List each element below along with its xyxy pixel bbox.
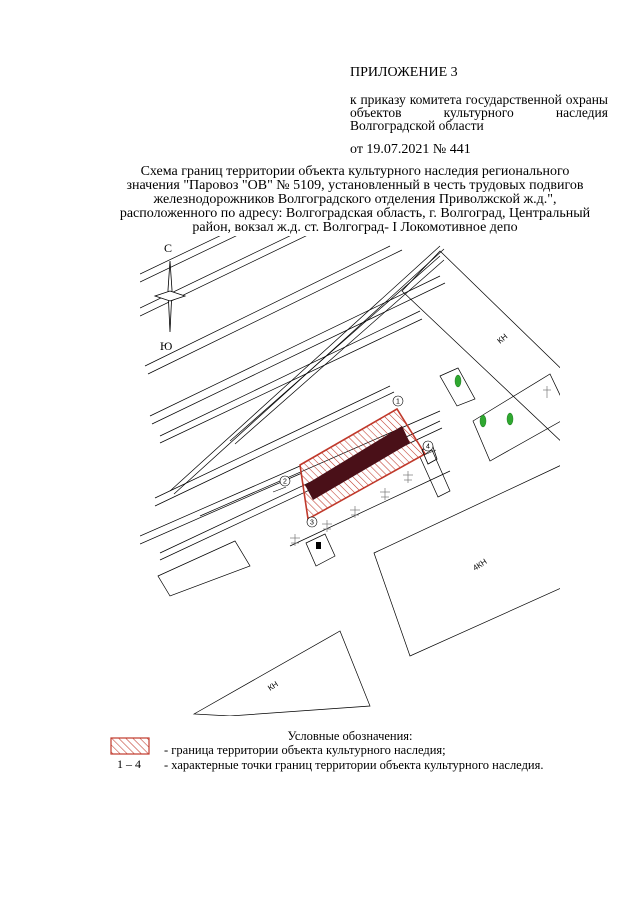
point-3-label: 3 [310,519,314,527]
scheme-title [86,165,624,235]
building-label-kn: КН [495,331,510,346]
point-2-label: 2 [283,478,287,486]
boundary-map [140,236,560,716]
appendix-label: ПРИЛОЖЕНИЕ 3 [350,65,458,80]
order-date-number: от 19.07.2021 № 441 [350,142,471,157]
south-label: Ю [160,339,173,353]
north-arrow [155,241,185,353]
order-reference: к приказу комитета государственной охраны объектов культурного наследия Волгоградской области [350,92,608,133]
green-trees [455,375,513,427]
point-1-label: 1 [396,398,400,406]
north-label: С [164,241,173,255]
point-4-label: 4 [426,443,430,451]
title-line: значения "Паровоз "ОВ" № 5109, установленный в честь трудовых подвигов [126,178,584,193]
heritage-territory [273,409,437,519]
legend-title: Условные обозначения: [287,729,413,743]
title-line: расположенного по адресу: Волгоградская область, г. Волгоград, Центральный [119,206,591,221]
title-line: железнодорожников Волгоградского отделения Приволжской ж.д.", [153,192,557,207]
legend-hatch-swatch [110,737,150,755]
title-line: район, вокзал ж.д. ст. Волгоград- I Локомотивное депо [192,220,518,235]
legend-points-symbol: 1 – 4 [117,757,141,771]
building-label-4kn: 4КН [471,557,489,573]
title-line: Схема границ территории объекта культурного наследия регионального [140,164,570,179]
legend-points-label: - характерные точки границ территории объекта культурного наследия. [164,758,544,772]
legend-boundary-label: - граница территории объекта культурного наследия; [164,743,446,757]
building-label-kn: КН [266,679,280,693]
